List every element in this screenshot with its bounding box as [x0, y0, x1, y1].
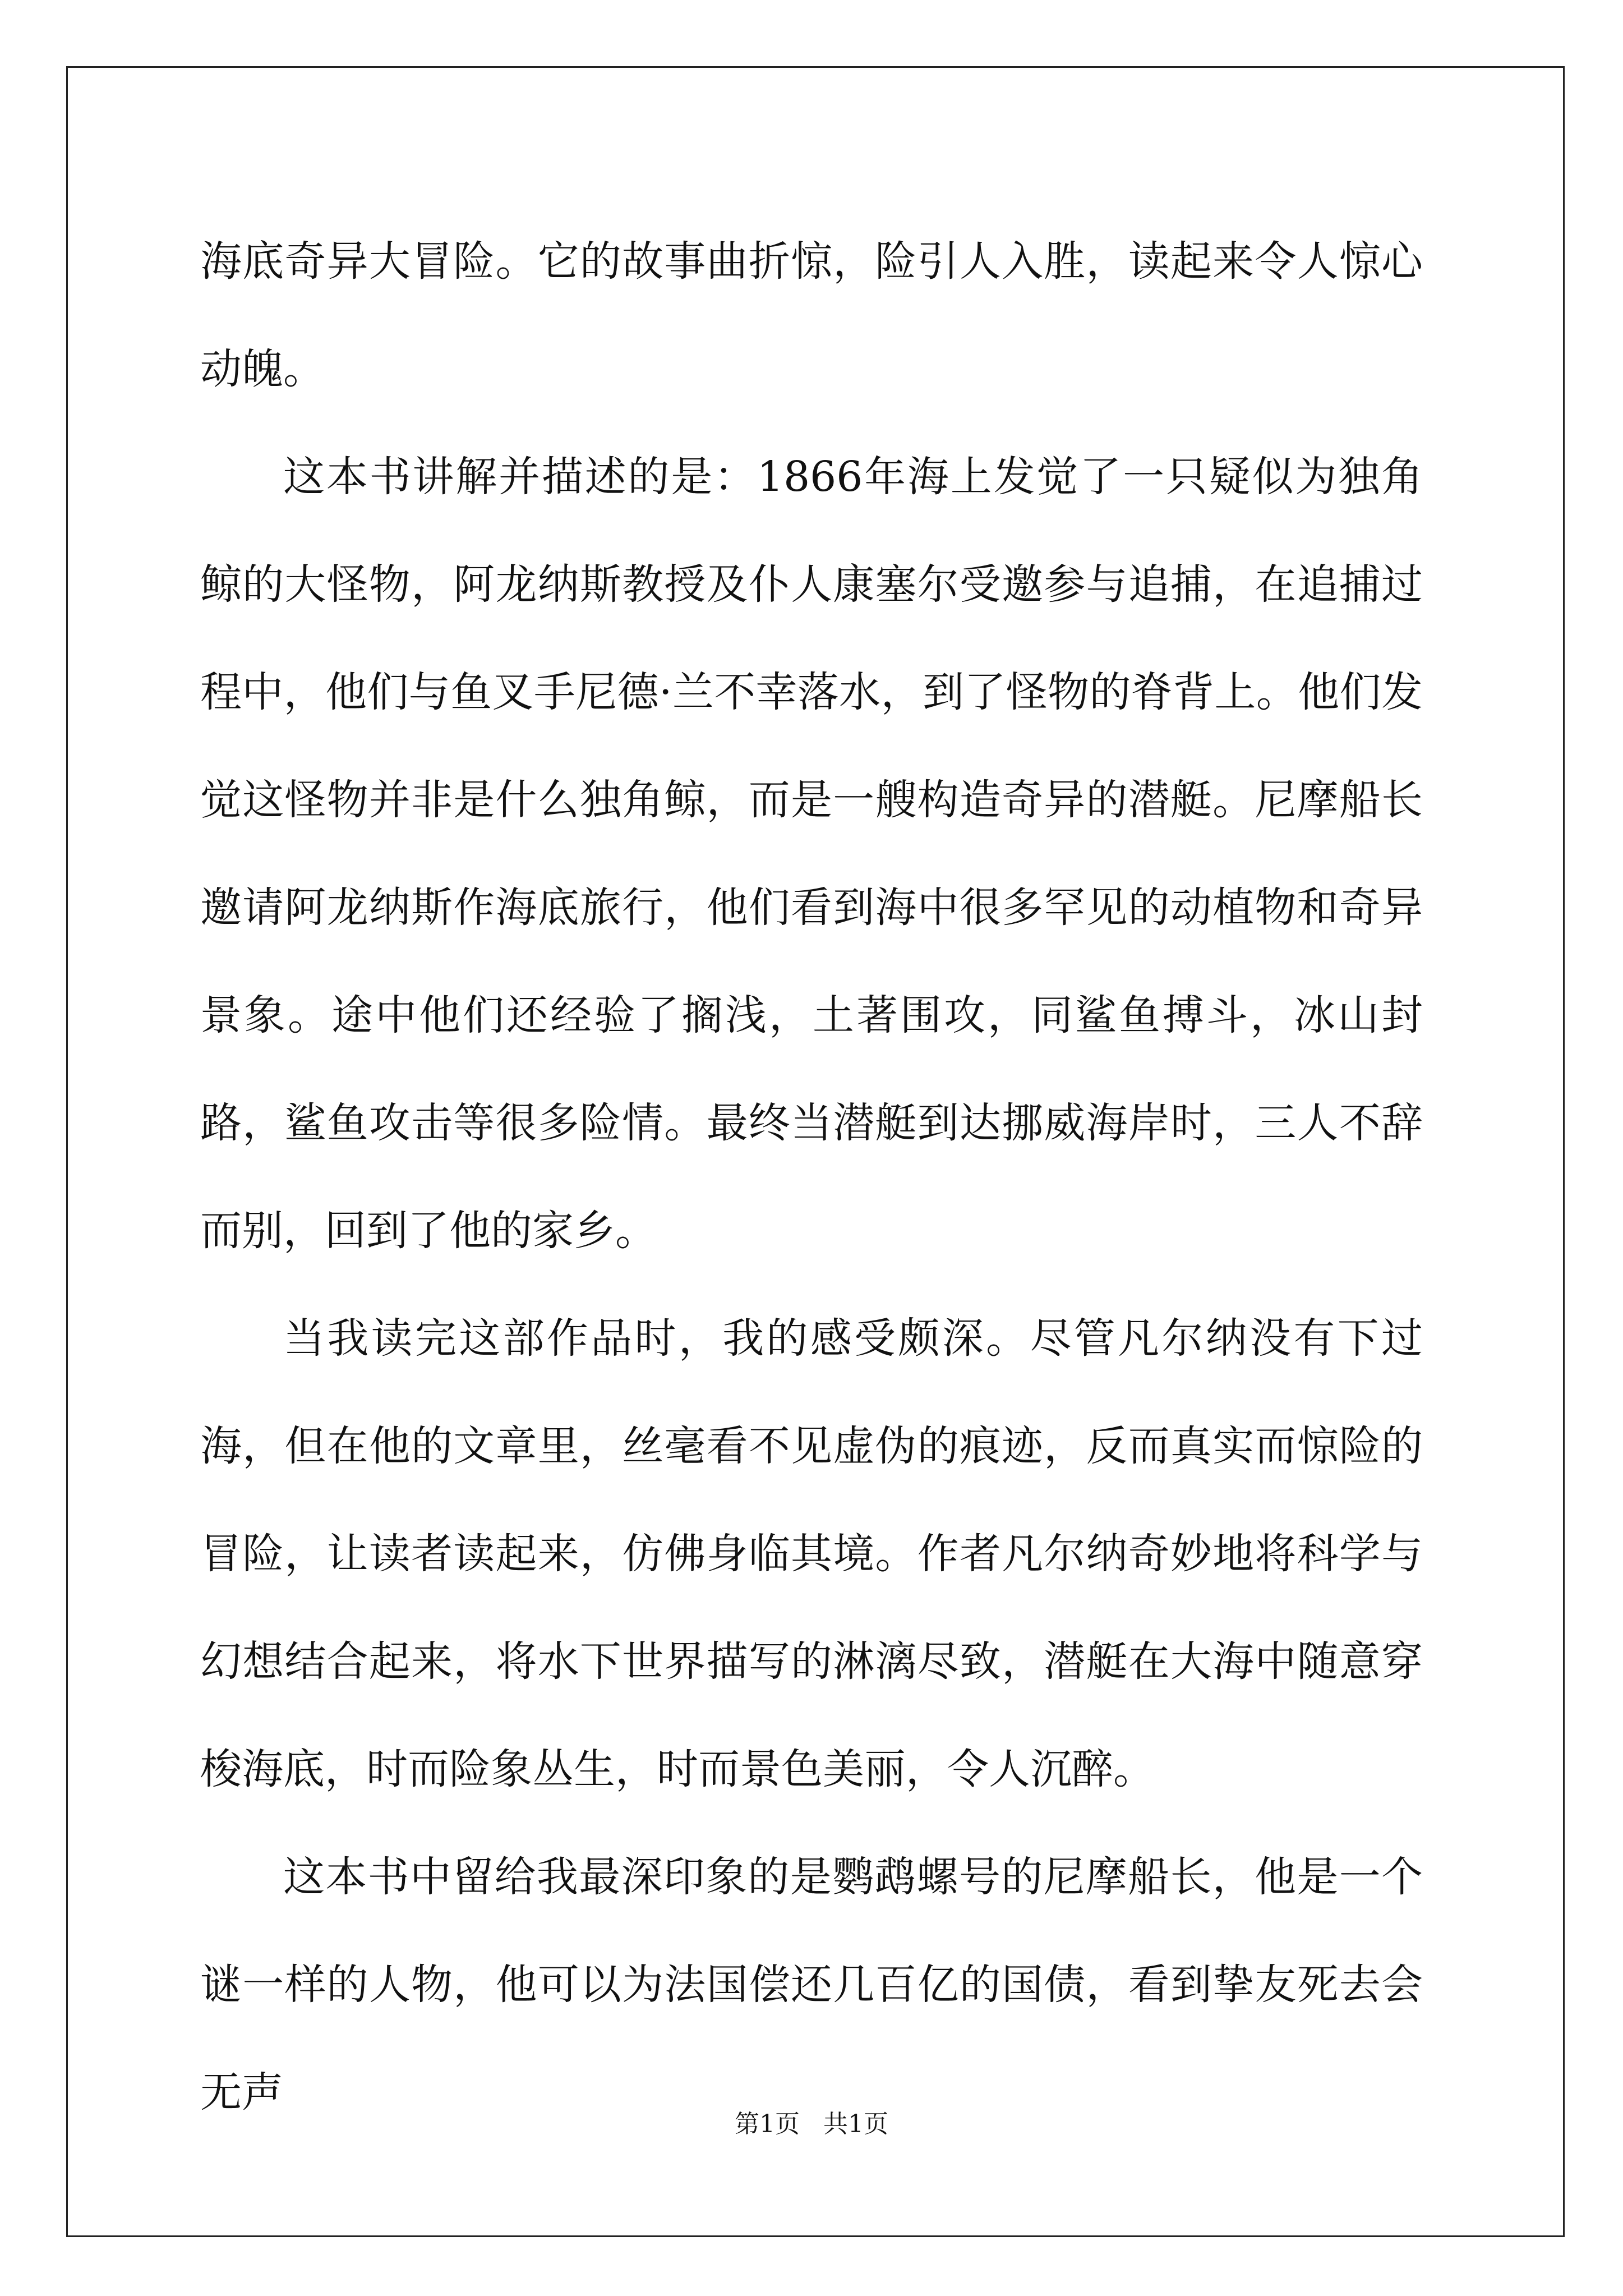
paragraph-4: 这本书中留给我最深印象的是鹦鹉螺号的尼摩船长，他是一个谜一样的人物，他可以为法国偿还几百亿的国债，看到挚友死去会无声	[200, 1853, 1423, 2116]
paragraph-2: 这本书讲解并描述的是：1866年海上发觉了一只疑似为独角鲸的大怪物，阿龙纳斯教授及仆人康塞尔受邀参与追捕，在追捕过程中，他们与鱼叉手尼德·兰不幸落水，到了怪物的脊背上。他们发觉这怪物并非是什么独角鲸，而是一艘构造奇异的潜艇。尼摩船长邀请阿龙纳斯作海底旅行，他们看到海中很多罕见的动植物和奇异景象。途中他们还经验了搁浅，土著围攻，同鲨鱼搏斗，冰山封路，鲨鱼攻击等很多险情。最终当潜艇到达挪威海岸时，三人不辞而别，回到了他的家乡。	[200, 453, 1423, 1255]
document-body	[200, 208, 1423, 2146]
page-footer: 第1页 共1页	[735, 2110, 888, 2138]
paragraph-3: 当我读完这部作品时，我的感受颇深。尽管凡尔纳没有下过海，但在他的文章里，丝毫看不见虚伪的痕迹，反而真实而惊险的冒险，让读者读起来，仿佛身临其境。作者凡尔纳奇妙地将科学与幻想结合起来，将水下世界描写的淋漓尽致，潜艇在大海中随意穿梭海底，时而险象丛生，时而景色美丽，令人沉醉。	[200, 1314, 1423, 1793]
paragraph-1: 海底奇异大冒险。它的故事曲折惊，险引人入胜，读起来令人惊心动魄。	[200, 237, 1423, 393]
